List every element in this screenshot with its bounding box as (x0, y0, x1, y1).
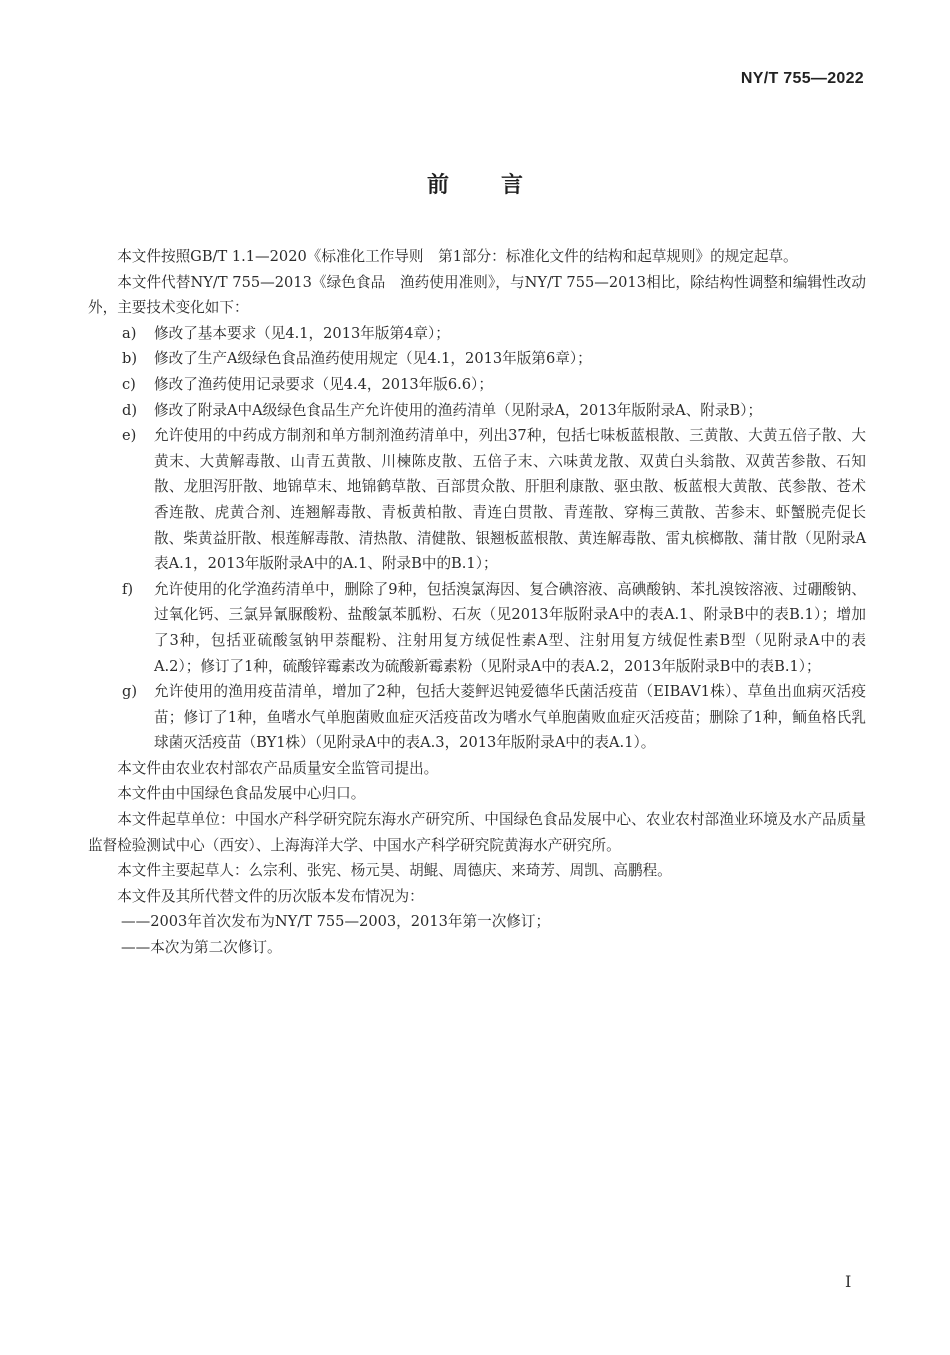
list-marker: e) (122, 427, 137, 445)
change-item-f (88, 577, 866, 679)
change-item-c (88, 372, 866, 398)
change-text: 允许使用的渔用疫苗清单，增加了2种，包括大菱鲆迟钝爱德华氏菌活疫苗（EIBAV1株）、草鱼出血病灭活疫苗；修订了1种，鱼嗜水气单胞菌败血症灭活疫苗改为嗜水气单胞菌败血症灭活疫苗；删除了1种，鲕鱼格氏乳球菌灭活疫苗（BY1株）（见附录A中的表A.3，2013年版附录A中的表A.1）。 (154, 683, 866, 752)
change-item-g (88, 679, 866, 756)
change-item-b (88, 346, 866, 372)
list-marker: a) (122, 324, 137, 342)
page-number: I (845, 1272, 852, 1291)
paragraph-drafting-units: 本文件起草单位：中国水产科学研究院东海水产研究所、中国绿色食品发展中心、农业农村部渔业环境及水产品质量监督检验测试中心（西安）、上海海洋大学、中国水产科学研究院黄海水产研究所。 (88, 811, 866, 854)
change-item-d (88, 398, 866, 424)
change-text: 修改了生产A级绿色食品渔药使用规定（见4.1，2013年版第6章）； (154, 350, 592, 368)
change-item-e (88, 423, 866, 577)
paragraph-history-intro: 本文件及其所代替文件的历次版本发布情况为： (117, 887, 424, 905)
change-text: 允许使用的化学渔药清单中，删除了9种，包括溴氯海因、复合碘溶液、高碘酸钠、苯扎溴铵溶液、过硼酸钠、过氧化钙、三氯异氰脲酸粉、盐酸氯苯胍粉、石灰（见2013年版附录A中的表A.1、附录B中的表B.1）；增加了3种，包括亚硫酸氢钠甲萘醌粉、注射用复方绒促性素A型、注射用复方绒促性素B型（见附录A中的表A.2）；修订了1种，硫酸锌霉素改为硫酸新霉素粉（见附录A中的表A.2，2013年版附录B中的表B.1）； (154, 580, 866, 675)
list-marker: c) (122, 375, 136, 393)
list-marker: d) (122, 401, 138, 419)
change-text: 修改了渔药使用记录要求（见4.4，2013年版6.6）； (154, 375, 493, 393)
list-marker: b) (122, 350, 138, 368)
paragraph-proposer: 本文件由农业农村部农产品质量安全监管司提出。 (117, 759, 439, 777)
paragraph-replacement: 本文件代替NY/T 755—2013《绿色食品 渔药使用准则》，与NY/T 755—2013相比，除结构性调整和编辑性改动外，主要技术变化如下： (88, 273, 866, 317)
change-text: 允许使用的中药成方制剂和单方制剂渔药清单中，列出37种，包括七味板蓝根散、三黄散、大黄五倍子散、大黄末、大黄解毒散、山青五黄散、川楝陈皮散、五倍子末、六味黄龙散、双黄白头翁散、双黄苦参散、石知散、龙胆泻肝散、地锦草末、地锦鹤草散、百部贯众散、肝胆利康散、驱虫散、板蓝根大黄散、芪参散、苍术香连散、虎黄合剂、连翘解毒散、青板黄柏散、青连白贯散、青莲散、穿梅三黄散、苦参末、虾蟹脱壳促长散、柴黄益肝散、根莲解毒散、清热散、清健散、银翘板蓝根散、黄连解毒散、雷丸槟榔散、蒲甘散（见附录A表A.1，2013年版附录A中的A.1、附录B中的B.1）； (154, 427, 866, 573)
foreword-body (88, 244, 866, 961)
paragraph-drafters: 本文件主要起草人：么宗利、张宪、杨元昊、胡鲲、周德庆、来琦芳、周凯、高鹏程。 (117, 862, 672, 880)
change-text: 修改了附录A中A级绿色食品生产允许使用的渔药清单（见附录A，2013年版附录A、附录B）； (154, 401, 763, 419)
change-item-a (88, 321, 866, 347)
history-item-first: ——2003年首次发布为NY/T 755—2003，2013年第一次修订； (121, 913, 551, 931)
change-text: 修改了基本要求（见4.1，2013年版第4章）； (154, 324, 450, 342)
paragraph-administrator: 本文件由中国绿色食品发展中心归口。 (117, 785, 366, 803)
list-marker: g) (122, 683, 138, 701)
page-title: 前言 (426, 173, 575, 198)
list-marker: f) (122, 580, 134, 598)
paragraph-drafting-rules: 本文件按照GB/T 1.1—2020《标准化工作导则 第1部分：标准化文件的结构和起草规则》的规定起草。 (117, 248, 798, 265)
history-item-current: ——本次为第二次修订。 (121, 939, 282, 957)
standard-code: NY/T 755—2022 (740, 70, 864, 87)
